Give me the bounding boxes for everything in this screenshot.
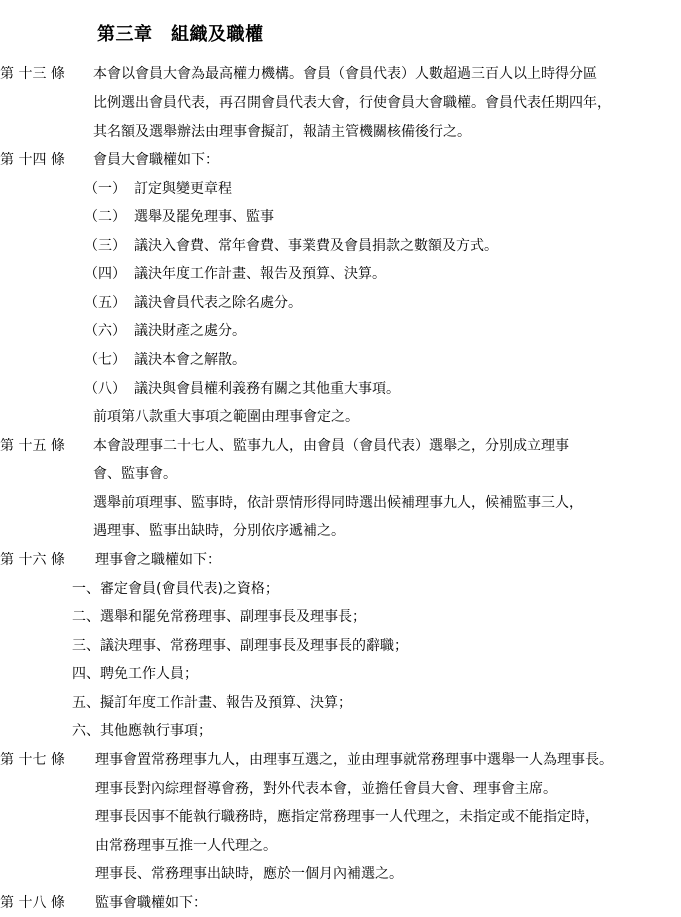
article-14-item-4 (84, 265, 386, 283)
article-18-intro: 監事會職權如下： (95, 895, 207, 911)
item-tag: （六） (84, 323, 126, 339)
item-text: 議決入會費、常年會費、事業費及會員捐款之數額及方式。 (134, 238, 498, 254)
item-tag: 二、 (72, 609, 100, 625)
item-text: 議決財產之處分。 (134, 323, 246, 339)
article-13-line-2: 比例選出會員代表，再召開會員代表大會，行使會員大會職權。會員代表任期四年， (93, 95, 611, 111)
item-text: 擬訂年度工作計畫、報告及預算、決算； (100, 695, 352, 711)
item-tag: （四） (84, 266, 126, 282)
item-tag: 四、 (72, 666, 100, 682)
item-text: 議決年度工作計畫、報告及預算、決算。 (134, 266, 386, 282)
article-17-line-4: 由常務理事互推一人代理之。 (95, 838, 277, 854)
article-14-item-7 (84, 351, 246, 369)
article-15-line-1: 本會設理事二十七人、監事九人，由會員（會員代表）選舉之，分別成立理事 (93, 438, 569, 454)
article-14-item-8 (84, 380, 400, 398)
article-15-line-3: 選舉前項理事、監事時，依計票情形得同時選出候補理事九人，候補監事三人， (93, 495, 583, 511)
item-text: 選舉和罷免常務理事、副理事長及理事長； (100, 609, 366, 625)
article-14-item-1 (84, 180, 232, 198)
item-tag: （八） (84, 381, 126, 397)
article-16-item-2 (72, 608, 366, 626)
item-text: 訂定與變更章程 (134, 181, 232, 197)
item-tag: （一） (84, 181, 126, 197)
item-tag: 六、 (72, 723, 100, 739)
item-text: 選舉及罷免理事、監事 (134, 209, 274, 225)
item-tag: （三） (84, 238, 126, 254)
article-16-intro: 理事會之職權如下： (95, 552, 221, 568)
item-tag: 三、 (72, 638, 100, 654)
article-17-line-1: 理事會置常務理事九人，由理事互選之，並由理事就常務理事中選舉一人為理事長。 (95, 752, 613, 768)
article-14-intro: 會員大會職權如下： (93, 152, 219, 168)
item-tag: （七） (84, 352, 126, 368)
item-text: 議決與會員權利義務有關之其他重大事項。 (134, 381, 400, 397)
article-14-note: 前項第八款重大事項之範圍由理事會定之。 (93, 409, 359, 425)
item-tag: 五、 (72, 695, 100, 711)
article-13-line-1: 本會以會員大會為最高權力機構。會員（會員代表）人數超過三百人以上時得分區 (93, 66, 597, 82)
article-16-item-4 (72, 665, 198, 683)
article-16-item-5 (72, 694, 352, 712)
article-15-line-4: 遇理事、監事出缺時，分別依序遞補之。 (93, 523, 345, 539)
item-text: 聘免工作人員； (100, 666, 198, 682)
item-text: 議決會員代表之除名處分。 (134, 295, 302, 311)
chapter-title: 第三章 組織及職權 (97, 24, 264, 45)
article-17-label: 第 十七 條 (0, 752, 65, 768)
article-13-label: 第 十三 條 (0, 66, 65, 82)
article-16-item-3 (72, 637, 408, 655)
article-14-item-6 (84, 322, 246, 340)
item-text: 議決本會之解散。 (134, 352, 246, 368)
item-text: 議決理事、常務理事、副理事長及理事長的辭職； (100, 638, 408, 654)
article-16-item-1 (72, 580, 279, 598)
article-17-line-5: 理事長、常務理事出缺時，應於一個月內補選之。 (95, 866, 403, 882)
article-17-line-3: 理事長因事不能執行職務時，應指定常務理事一人代理之，未指定或不能指定時， (95, 809, 599, 825)
article-16-label: 第 十六 條 (0, 552, 65, 568)
item-tag: （五） (84, 295, 126, 311)
article-14-item-2 (84, 208, 274, 226)
item-tag: 一、 (72, 581, 100, 597)
article-15-label: 第 十五 條 (0, 438, 65, 454)
article-14-label: 第 十四 條 (0, 152, 65, 168)
article-17-line-2: 理事長對內綜理督導會務，對外代表本會，並擔任會員大會、理事會主席。 (95, 781, 557, 797)
article-14-item-5 (84, 294, 302, 312)
article-15-line-2: 會、監事會。 (93, 466, 177, 482)
article-16-item-6 (72, 722, 212, 740)
article-18-label: 第 十八 條 (0, 895, 65, 911)
article-14-item-3 (84, 237, 498, 255)
item-tag: （二） (84, 209, 126, 225)
item-text: 審定會員(會員代表)之資格； (100, 581, 279, 597)
article-13-line-3: 其名額及選舉辦法由理事會擬訂，報請主管機關核備後行之。 (93, 124, 471, 140)
item-text: 其他應執行事項； (100, 723, 212, 739)
